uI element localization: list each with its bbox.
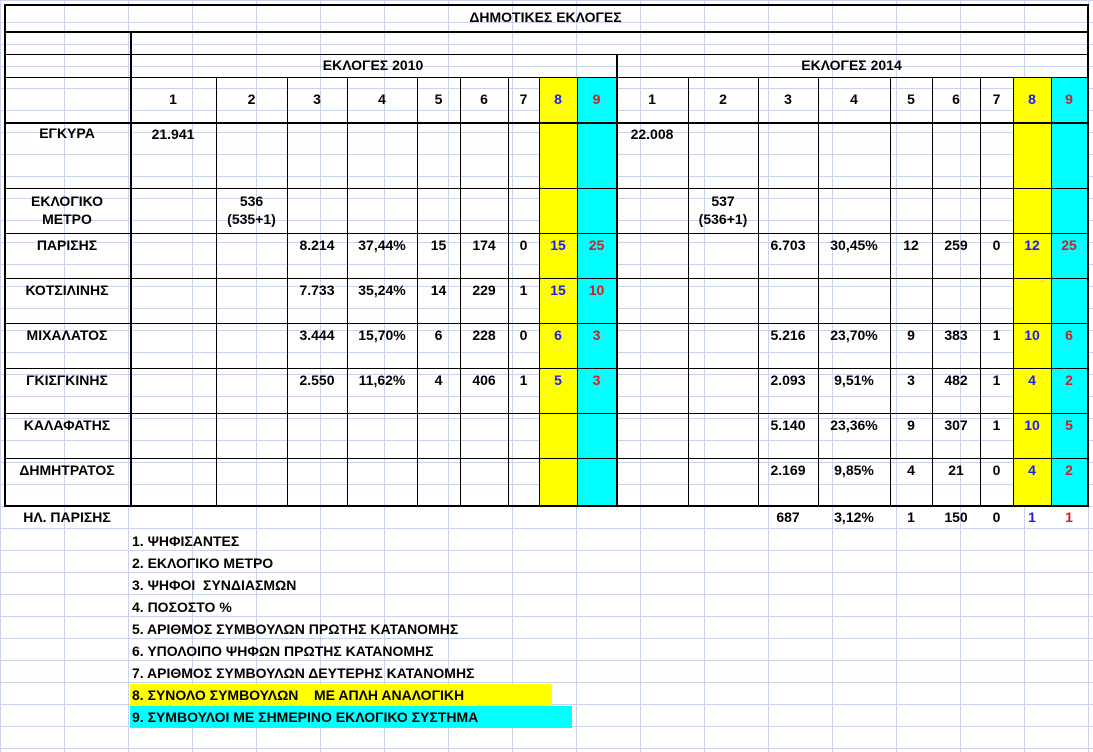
table-cell bbox=[216, 368, 287, 392]
table-cell: 4 bbox=[907, 462, 915, 479]
table-cell bbox=[460, 188, 508, 233]
grid-line bbox=[577, 77, 578, 505]
column-header: 5 bbox=[907, 90, 915, 107]
grid-line bbox=[4, 505, 1089, 507]
legend-item: 9. ΣΥΜΒΟΥΛΟΙ ΜΕ ΣΗΜΕΡΙΝΟ ΕΚΛΟΓΙΚΟ ΣΥΣΤΗΜΑ bbox=[130, 706, 572, 728]
table-cell bbox=[287, 505, 347, 529]
table-cell bbox=[890, 188, 932, 233]
table-cell: 15 bbox=[430, 237, 447, 254]
grid-line bbox=[4, 233, 1089, 234]
grid-line bbox=[890, 77, 891, 505]
table-cell: 2.169 bbox=[770, 462, 806, 479]
row-label: ΔΗΜΗΤΡΑΤΟΣ bbox=[19, 462, 115, 478]
row-label: ΕΚΛΟΓΙΚΟ ΜΕΤΡΟ bbox=[31, 193, 103, 227]
table-cell: 11,62% bbox=[358, 372, 406, 389]
table-cell bbox=[616, 505, 688, 529]
row-label: ΜΙΧΑΛΑΤΟΣ bbox=[26, 327, 108, 343]
table-cell: 25 bbox=[1061, 237, 1077, 254]
table-cell: 5 bbox=[1065, 417, 1073, 434]
legend-item: 2. ΕΚΛΟΓΙΚΟ ΜΕΤΡΟ bbox=[132, 555, 274, 571]
table-cell: 23,70% bbox=[830, 327, 878, 344]
table-cell bbox=[688, 323, 758, 347]
table-cell: 2.093 bbox=[770, 372, 806, 389]
grid-line bbox=[4, 188, 1089, 189]
table-cell: 1 bbox=[1028, 509, 1036, 526]
grid-line bbox=[980, 77, 981, 505]
table-cell: 1 bbox=[992, 417, 1001, 434]
table-cell: 482 bbox=[944, 372, 968, 389]
grid-line bbox=[508, 77, 509, 505]
column-header: 3 bbox=[313, 90, 321, 107]
table-cell bbox=[539, 458, 577, 482]
table-cell: 9,85% bbox=[834, 462, 874, 479]
table-cell bbox=[616, 233, 688, 257]
table-cell bbox=[216, 233, 287, 257]
legend-item: 1. ΨΗΦΙΣΑΝΤΕΣ bbox=[132, 533, 240, 549]
table-cell bbox=[130, 278, 216, 302]
table-cell: 3.444 bbox=[299, 327, 335, 344]
table-cell bbox=[216, 122, 287, 146]
row-label: ΗΛ. ΠΑΡΙΣΗΣ bbox=[23, 509, 111, 525]
table-cell bbox=[287, 413, 347, 437]
table-cell: 174 bbox=[472, 237, 496, 254]
table-cell bbox=[460, 505, 508, 529]
table-cell: 8.214 bbox=[299, 237, 335, 254]
group-header-2010: ΕΚΛΟΓΕΣ 2010 bbox=[322, 56, 424, 73]
table-cell bbox=[577, 188, 616, 233]
grid-line bbox=[4, 323, 1089, 324]
table-cell bbox=[216, 413, 287, 437]
grid-line bbox=[818, 77, 819, 505]
grid-line bbox=[4, 54, 1089, 55]
table-cell: 228 bbox=[472, 327, 496, 344]
table-cell bbox=[688, 505, 758, 529]
grid-line bbox=[216, 77, 217, 505]
legend-item: 7. ΑΡΙΘΜΟΣ ΣΥΜΒΟΥΛΩΝ ΔΕΥΤΕΡΗΣ ΚΑΤΑΝΟΜΗΣ bbox=[132, 665, 475, 681]
table-cell: 12 bbox=[903, 237, 919, 254]
table-cell bbox=[130, 188, 216, 233]
table-cell bbox=[460, 122, 508, 146]
table-cell bbox=[347, 458, 417, 482]
table-cell: 3 bbox=[592, 327, 601, 344]
table-cell: 21.941 bbox=[151, 126, 195, 143]
table-cell bbox=[417, 188, 460, 233]
grid-line bbox=[1087, 4, 1089, 507]
table-cell: 0 bbox=[992, 237, 1001, 254]
table-cell: 30,45% bbox=[830, 237, 878, 254]
table-cell bbox=[818, 278, 890, 302]
table-cell bbox=[130, 368, 216, 392]
table-cell: 2 bbox=[1065, 462, 1073, 479]
table-cell bbox=[932, 188, 980, 233]
table-cell bbox=[577, 122, 616, 146]
table-cell: 15 bbox=[550, 282, 566, 299]
table-cell: 2 bbox=[1065, 372, 1073, 389]
table-cell: 15,70% bbox=[358, 327, 406, 344]
table-cell bbox=[508, 458, 539, 482]
grid-line bbox=[460, 77, 461, 505]
table-cell: 0 bbox=[992, 509, 1001, 526]
table-cell: 7.733 bbox=[299, 282, 335, 299]
column-header: 9 bbox=[1065, 90, 1073, 107]
table-cell: 1 bbox=[907, 509, 915, 526]
table-cell bbox=[616, 458, 688, 482]
grid-line bbox=[4, 77, 1089, 78]
table-cell bbox=[577, 413, 616, 437]
table-cell bbox=[347, 188, 417, 233]
table-cell bbox=[460, 458, 508, 482]
table-cell: 9 bbox=[907, 327, 915, 344]
table-cell: 4 bbox=[1028, 462, 1036, 479]
table-cell: 14 bbox=[430, 282, 447, 299]
grid-line bbox=[4, 278, 1089, 279]
table-cell: 5.140 bbox=[770, 417, 806, 434]
table-cell bbox=[1051, 188, 1087, 233]
grid-line bbox=[130, 31, 132, 505]
grid-line bbox=[4, 4, 1089, 6]
grid-line bbox=[616, 54, 618, 505]
grid-line bbox=[4, 368, 1089, 369]
table-cell bbox=[616, 323, 688, 347]
table-cell: 687 bbox=[776, 509, 800, 526]
grid-line bbox=[758, 77, 759, 505]
table-cell bbox=[417, 413, 460, 437]
table-cell: 25 bbox=[588, 237, 605, 254]
row-label: ΠΑΡΙΣΗΣ bbox=[36, 237, 98, 253]
column-header: 5 bbox=[434, 90, 443, 107]
table-cell: 1 bbox=[1065, 509, 1073, 526]
table-cell bbox=[130, 458, 216, 482]
column-header: 4 bbox=[378, 90, 386, 107]
row-label: ΚΟΤΣΙΛΙΝΗΣ bbox=[25, 282, 109, 298]
column-header: 8 bbox=[554, 90, 562, 107]
table-cell bbox=[577, 505, 616, 529]
table-title: ΔΗΜΟΤΙΚΕΣ ΕΚΛΟΓΕΣ bbox=[469, 8, 622, 25]
table-cell bbox=[932, 122, 980, 146]
table-cell: 1 bbox=[992, 327, 1001, 344]
table-cell bbox=[130, 323, 216, 347]
table-cell: 0 bbox=[992, 462, 1001, 479]
table-cell bbox=[616, 368, 688, 392]
table-cell: 259 bbox=[944, 237, 968, 254]
table-cell bbox=[932, 278, 980, 302]
table-cell: 10 bbox=[1024, 417, 1040, 434]
table-cell bbox=[417, 122, 460, 146]
grid-line bbox=[4, 122, 1089, 124]
table-cell: 537 (536+1) bbox=[698, 193, 748, 227]
table-cell bbox=[980, 188, 1013, 233]
table-cell: 2.550 bbox=[299, 372, 335, 389]
column-header: 1 bbox=[169, 90, 177, 107]
grid-line bbox=[287, 77, 288, 505]
table-cell: 10 bbox=[1024, 327, 1040, 344]
table-cell: 6 bbox=[1065, 327, 1073, 344]
group-header-2014: ΕΚΛΟΓΕΣ 2014 bbox=[801, 56, 902, 73]
table-cell bbox=[688, 233, 758, 257]
table-cell: 1 bbox=[519, 282, 528, 299]
table-cell bbox=[508, 413, 539, 437]
table-cell bbox=[1013, 278, 1051, 302]
table-cell: 6.703 bbox=[770, 237, 806, 254]
table-cell bbox=[890, 122, 932, 146]
table-cell: 5 bbox=[554, 372, 562, 389]
table-cell: 4 bbox=[1028, 372, 1036, 389]
table-cell: 23,36% bbox=[830, 417, 878, 434]
table-cell: 6 bbox=[554, 327, 562, 344]
table-cell bbox=[1051, 278, 1087, 302]
table-cell: 150 bbox=[944, 509, 968, 526]
table-cell bbox=[130, 233, 216, 257]
column-header: 4 bbox=[850, 90, 858, 107]
table-cell bbox=[616, 278, 688, 302]
grid-line bbox=[4, 31, 1089, 33]
table-cell bbox=[539, 413, 577, 437]
grid-line bbox=[932, 77, 933, 505]
table-cell: 3,12% bbox=[834, 509, 874, 526]
column-header: 6 bbox=[480, 90, 488, 107]
table-cell bbox=[980, 122, 1013, 146]
table-cell bbox=[758, 188, 818, 233]
table-cell: 21 bbox=[948, 462, 964, 479]
table-cell bbox=[347, 122, 417, 146]
table-cell bbox=[216, 323, 287, 347]
table-cell bbox=[508, 505, 539, 529]
table-cell bbox=[417, 505, 460, 529]
grid-line bbox=[1051, 77, 1052, 505]
table-cell bbox=[508, 122, 539, 146]
column-header: 1 bbox=[648, 90, 656, 107]
table-cell bbox=[508, 188, 539, 233]
grid-line bbox=[4, 4, 6, 507]
table-cell bbox=[688, 413, 758, 437]
table-cell bbox=[758, 278, 818, 302]
table-cell bbox=[616, 413, 688, 437]
legend-item: 5. ΑΡΙΘΜΟΣ ΣΥΜΒΟΥΛΩΝ ΠΡΩΤΗΣ ΚΑΤΑΝΟΜΗΣ bbox=[132, 621, 459, 637]
table-cell bbox=[980, 278, 1013, 302]
table-cell: 12 bbox=[1024, 237, 1040, 254]
table-cell: 10 bbox=[588, 282, 605, 299]
legend-item: 8. ΣΥΝΟΛΟ ΣΥΜΒΟΥΛΩΝ ΜΕ ΑΠΛΗ ΑΝΑΛΟΓΙΚΗ bbox=[130, 684, 552, 706]
table-cell: 9,51% bbox=[834, 372, 874, 389]
table-cell bbox=[287, 458, 347, 482]
table-cell: 307 bbox=[944, 417, 968, 434]
table-cell bbox=[130, 413, 216, 437]
row-label: ΚΑΛΑΦΑΤΗΣ bbox=[23, 417, 111, 433]
row-label: ΓΚΙΣΓΚΙΝΗΣ bbox=[26, 372, 108, 388]
column-header: 7 bbox=[519, 90, 528, 107]
table-cell: 229 bbox=[472, 282, 496, 299]
table-cell: 406 bbox=[472, 372, 496, 389]
legend-item: 4. ΠΟΣΟΣΤΟ % bbox=[132, 599, 232, 615]
table-cell: 536 (535+1) bbox=[227, 193, 276, 227]
table-cell bbox=[688, 368, 758, 392]
table-cell bbox=[347, 505, 417, 529]
table-cell bbox=[216, 458, 287, 482]
table-cell: 6 bbox=[434, 327, 443, 344]
grid-line bbox=[688, 77, 689, 505]
table-cell bbox=[287, 188, 347, 233]
table-cell: 15 bbox=[550, 237, 566, 254]
table-cell bbox=[216, 505, 287, 529]
row-label: ΕΓΚΥΡΑ bbox=[39, 125, 95, 142]
column-header: 3 bbox=[784, 90, 792, 107]
column-header: 9 bbox=[592, 90, 601, 107]
table-cell bbox=[216, 278, 287, 302]
grid-line bbox=[417, 77, 418, 505]
table-cell: 22.008 bbox=[630, 126, 674, 143]
table-cell bbox=[818, 188, 890, 233]
legend-item: 3. ΨΗΦΟΙ ΣΥΝΔΙΑΣΜΩΝ bbox=[132, 577, 297, 593]
column-header: 7 bbox=[992, 90, 1001, 107]
table-cell: 383 bbox=[944, 327, 968, 344]
table-cell bbox=[688, 278, 758, 302]
table-cell: 5.216 bbox=[770, 327, 806, 344]
table-cell: 3 bbox=[592, 372, 601, 389]
table-cell bbox=[688, 458, 758, 482]
table-cell bbox=[417, 458, 460, 482]
table-cell bbox=[1013, 188, 1051, 233]
table-cell bbox=[818, 122, 890, 146]
table-cell bbox=[130, 505, 216, 529]
table-cell bbox=[577, 458, 616, 482]
table-cell: 3 bbox=[907, 372, 915, 389]
column-header: 6 bbox=[952, 90, 960, 107]
column-header: 8 bbox=[1028, 90, 1036, 107]
table-cell bbox=[1051, 122, 1087, 146]
table-cell bbox=[347, 413, 417, 437]
grid-line bbox=[539, 77, 540, 505]
table-cell: 0 bbox=[519, 237, 528, 254]
table-cell: 1 bbox=[519, 372, 528, 389]
column-header: 2 bbox=[719, 90, 727, 107]
grid-line bbox=[1013, 77, 1014, 505]
table-cell bbox=[287, 122, 347, 146]
column-header: 2 bbox=[247, 90, 256, 107]
table-cell: 37,44% bbox=[358, 237, 406, 254]
table-cell: 9 bbox=[907, 417, 915, 434]
table-cell bbox=[539, 122, 577, 146]
table-cell: 0 bbox=[519, 327, 528, 344]
table-cell bbox=[1013, 122, 1051, 146]
grid-line bbox=[4, 413, 1089, 414]
table-cell bbox=[616, 188, 688, 233]
table-cell bbox=[758, 122, 818, 146]
table-cell: 1 bbox=[992, 372, 1001, 389]
table-cell bbox=[539, 505, 577, 529]
grid-line bbox=[347, 77, 348, 505]
table-cell: 4 bbox=[434, 372, 443, 389]
legend-item: 6. ΥΠΟΛΟΙΠΟ ΨΗΦΩΝ ΠΡΩΤΗΣ ΚΑΤΑΝΟΜΗΣ bbox=[132, 643, 434, 659]
table-cell: 35,24% bbox=[358, 282, 406, 299]
table-cell bbox=[688, 122, 758, 146]
grid-line bbox=[4, 458, 1089, 459]
table-cell bbox=[460, 413, 508, 437]
table-cell bbox=[890, 278, 932, 302]
table-cell bbox=[539, 188, 577, 233]
